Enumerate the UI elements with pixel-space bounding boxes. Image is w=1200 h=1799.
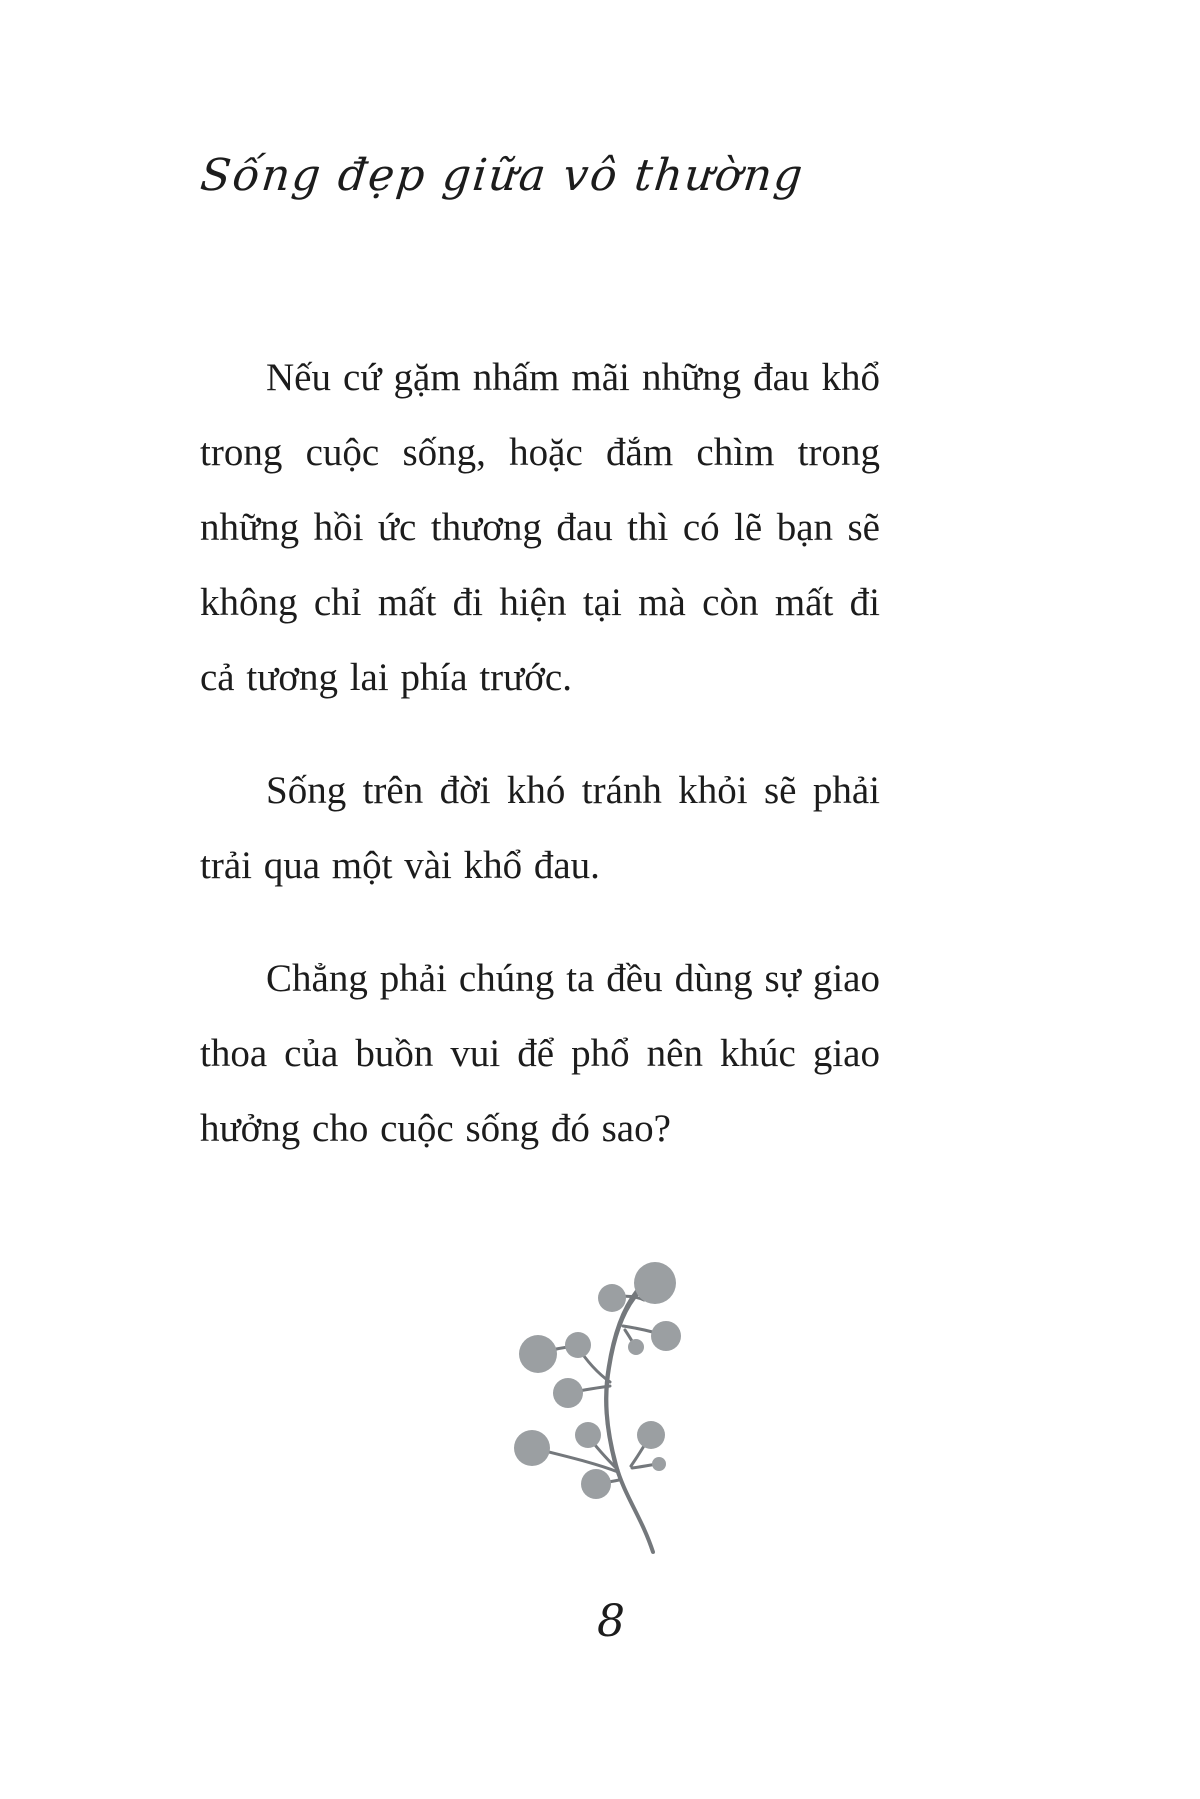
- flower-branch-illustration: [420, 1150, 750, 1570]
- paragraph: Sống trên đời khó tránh khỏi sẽ phải trải qua một vài khổ đau.: [200, 769, 880, 887]
- page-number: 8: [597, 1596, 625, 1647]
- running-header: Sống đẹp giữa vô thường: [198, 150, 807, 201]
- flower-branch-icon: [420, 1150, 750, 1570]
- body-text: [200, 340, 880, 1204]
- paragraph: Nếu cứ gặm nhấm mãi những đau khổ trong cuộc sống, hoặc đắm chìm trong những hồi ức thương đau thì có lẽ bạn sẽ không chỉ mất đi hiện tại mà còn mất đi cả tương lai phía trước.: [200, 356, 880, 699]
- paragraph: Chẳng phải chúng ta đều dùng sự giao thoa của buồn vui để phổ nên khúc giao hưởng cho cuộc sống đó sao?: [200, 957, 880, 1150]
